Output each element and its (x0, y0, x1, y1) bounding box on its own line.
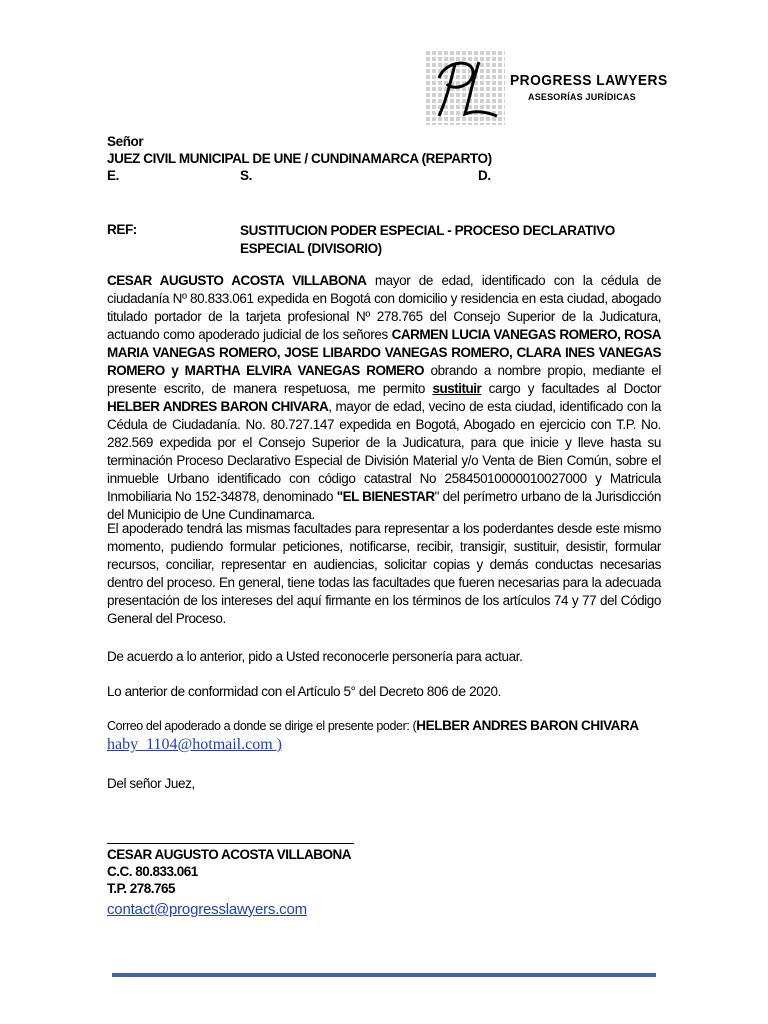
signature-cc: C.C. 80.833.061 (107, 864, 198, 879)
grantor-name: CESAR AUGUSTO ACOSTA VILLABONA (107, 273, 367, 288)
sustituir-word: sustituir (432, 381, 482, 396)
p1-text-1: mayor de edad, identificado con la cédula de ciudadanía Nº 80.833.061 expedida en Bogotá con domicilio y residencia en esta ciudad, abogado titulado portador de la tarjeta profesional Nº 278.765 del Consejo Superior de la Judicatura, actuando como apoderado judicial de los señores (107, 273, 661, 342)
p1-text-5: " del perímetro urbano de la Jurisdicción del Municipio de Une Cundinamarca. (107, 489, 661, 522)
p1-text-3: cargo y facultades al Doctor (481, 381, 661, 396)
paragraph-4: Lo anterior de conformidad con el Artículo 5° del Decreto 806 de 2020. (107, 684, 501, 699)
email-line (107, 718, 661, 733)
esd-s: S. (240, 168, 252, 183)
salutation: Señor (107, 134, 144, 149)
closing: Del señor Juez, (107, 776, 195, 791)
principals-names: CARMEN LUCIA VANEGAS ROMERO, ROSA MARIA VANEGAS ROMERO, JOSE LIBARDO VANEGAS ROMERO, CLARA INES VANEGAS ROMERO y MARTHA ELVIRA VANEGAS ROMERO (107, 327, 661, 378)
signature-line (107, 843, 354, 844)
substitute-name: HELBER ANDRES BARON CHIVARA (107, 399, 329, 414)
signature-name: CESAR AUGUSTO ACOSTA VILLABONA (107, 847, 352, 862)
logo-monogram-icon (425, 50, 505, 125)
esd-d: D. (478, 168, 491, 183)
contact-email-link[interactable]: contact@progresslawyers.com (107, 901, 307, 918)
addressee: JUEZ CIVIL MUNICIPAL DE UNE / CUNDINAMARCA (REPARTO) (107, 151, 492, 166)
signature-tp: T.P. 278.765 (107, 881, 176, 896)
email-name: HELBER ANDRES BARON CHIVARA (416, 718, 639, 733)
paragraph-1 (107, 272, 661, 524)
paragraph-3: De acuerdo a lo anterior, pido a Usted reconocerle personería para actuar. (107, 649, 523, 664)
ref-label: REF: (107, 222, 137, 237)
paragraph-2: El apoderado tendrá las mismas facultades para representar a los poderdantes desde este mismo momento, pudiendo formular peticiones, notificarse, recibir, transigir, sustituir, desistir, formular recursos, conciliar, representar en audiencias, solicitar copias y demás conductas necesarias dentro del proceso. En general, tiene todas las facultades que fueren necesarias para la adecuada presentación de los intereses del aquí firmante en los términos de los artículos 74 y 77 del Código General del Proceso. (107, 521, 661, 626)
ref-text: SUSTITUCION PODER ESPECIAL - PROCESO DECLARATIVO ESPECIAL (DIVISORIO) (240, 223, 615, 256)
email-intro: Correo del apoderado a donde se dirige el presente poder: ( (107, 719, 417, 733)
p1-text-2: obrando a nombre propio, mediante el presente escrito, de manera respetuosa, me permito (107, 363, 661, 396)
p1-text-4: , mayor de edad, vecino de esta ciudad, identificado con la Cédula de Ciudadanía. No. 80.727.147 expedida en Bogotá, Abogado en ejercicio con T.P. No. 282.569 expedida por el Consejo Superior de la Judicatura, para que inicie y lleve hasta su terminación Proceso Declarativo Especial de División Material y/o Venta de Bien Común, sobre el inmueble Urbano identificado con código catastral No 25845010000010027000 y Matricula Inmobiliaria No 152-34878, denominado (107, 399, 662, 504)
logo-name: PROGRESS LAWYERS (510, 72, 668, 89)
email-link[interactable]: haby_1104@hotmail.com ) (107, 736, 282, 753)
esd-e: E. (107, 168, 119, 183)
footer-divider (112, 973, 656, 977)
property-name: "EL BIENESTAR (336, 489, 435, 504)
logo-subtitle: ASESORÍAS JURÍDICAS (528, 92, 636, 102)
